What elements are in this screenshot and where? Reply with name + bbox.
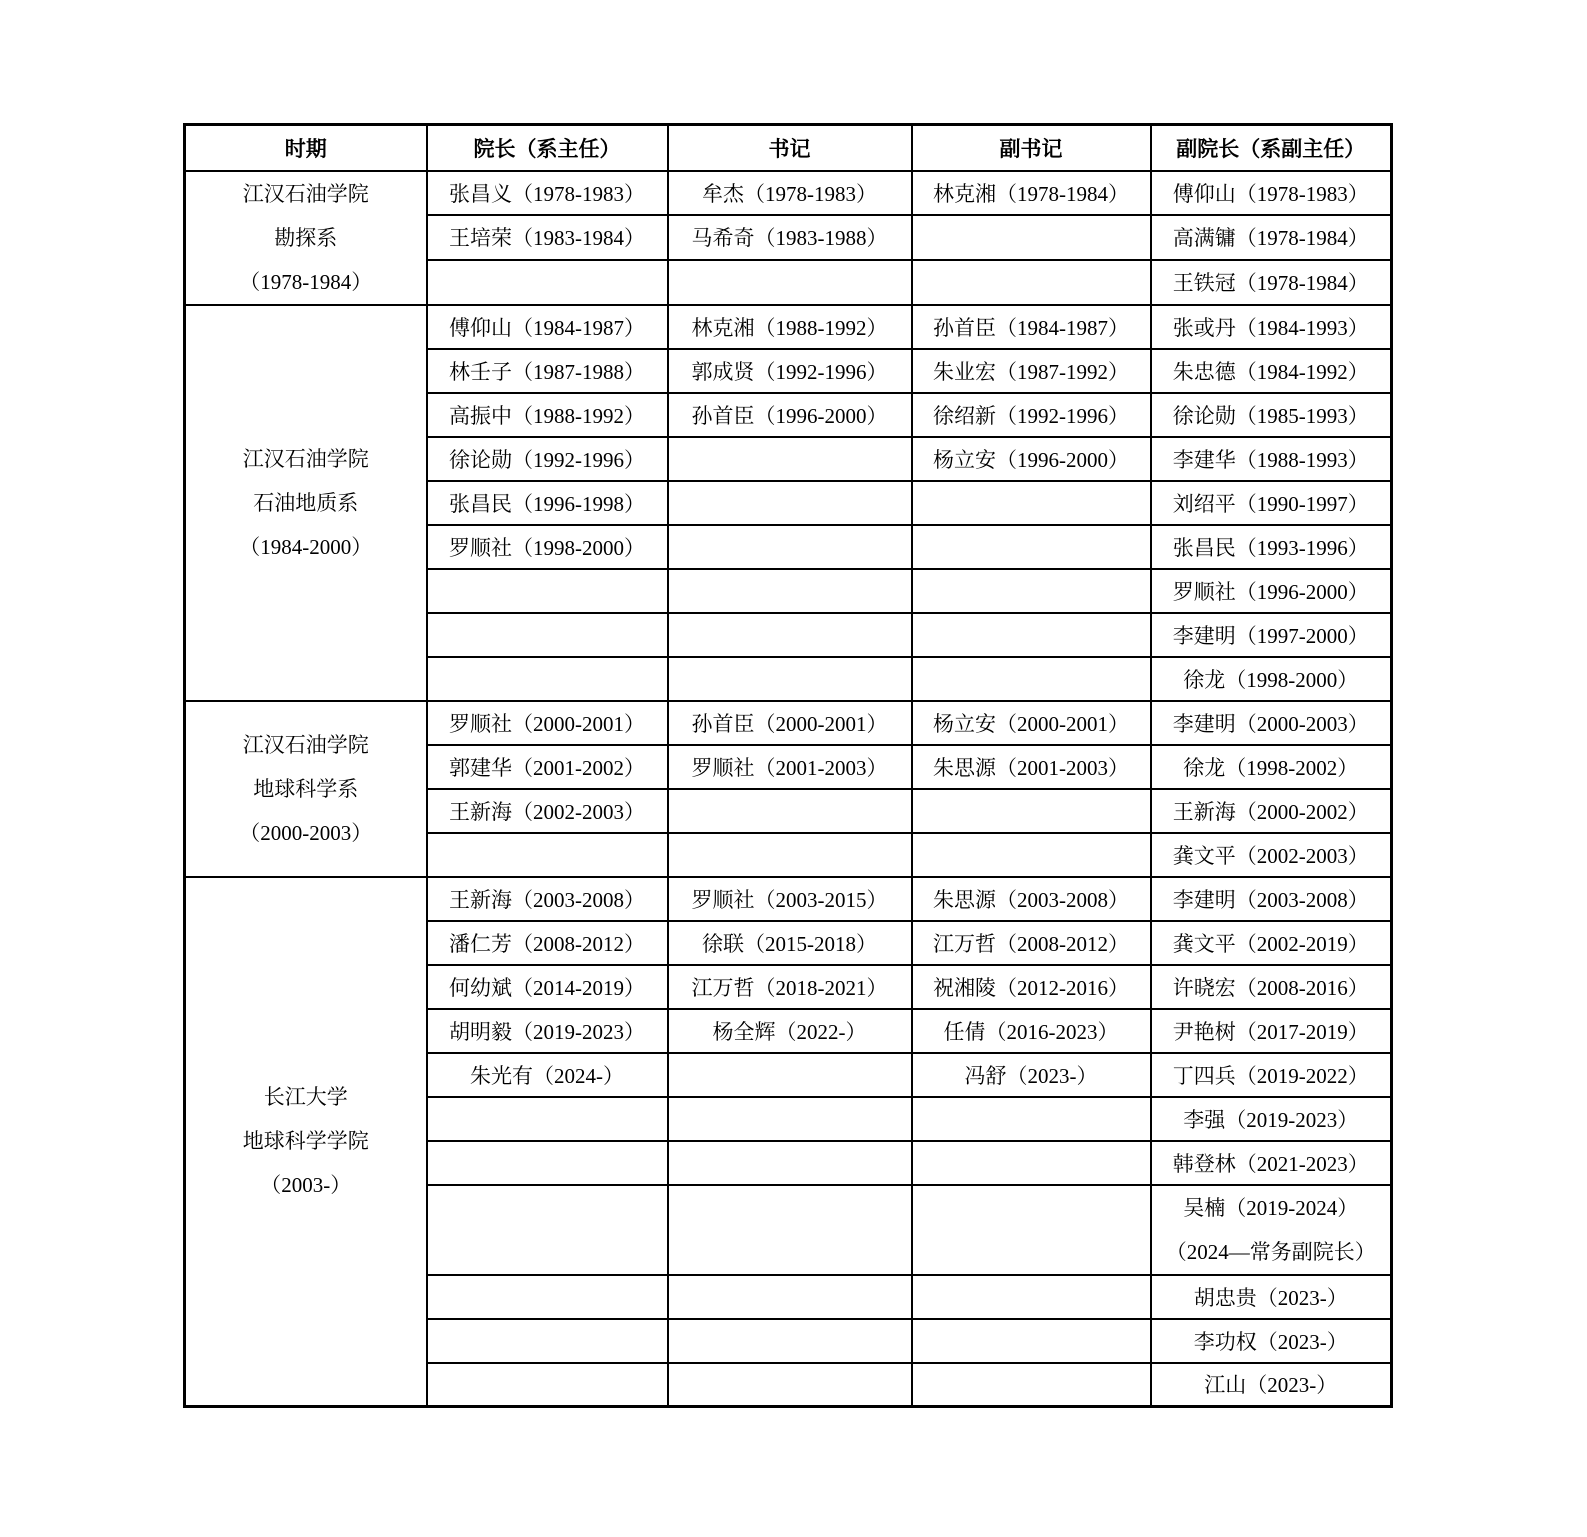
- table-cell-dean: [427, 1097, 668, 1141]
- col-header-vice-dean: 副院长（系副主任）: [1151, 125, 1392, 171]
- table-cell-vice-dean: 王铁冠（1978-1984）: [1151, 260, 1392, 305]
- table-cell-secretary: [668, 657, 912, 701]
- period-line: （1984-2000）: [239, 534, 373, 559]
- table-cell-vice-dean: 李建华（1988-1993）: [1151, 437, 1392, 481]
- table-cell-vice-dean: 罗顺社（1996-2000）: [1151, 569, 1392, 613]
- period-cell-group-3: [185, 701, 427, 877]
- table-cell-dean: 傅仰山（1984-1987）: [427, 305, 668, 349]
- table-cell-secretary: [668, 1185, 912, 1275]
- table-cell-secretary: [668, 1275, 912, 1319]
- table-cell-deputy-secretary: [912, 1319, 1151, 1363]
- table-row: [185, 305, 1392, 349]
- table-cell-deputy-secretary: 任倩（2016-2023）: [912, 1009, 1151, 1053]
- table-row: [185, 701, 1392, 745]
- table-cell-vice-dean: 傅仰山（1978-1983）: [1151, 171, 1392, 216]
- table-cell-deputy-secretary: [912, 657, 1151, 701]
- table-cell-secretary: [668, 1053, 912, 1097]
- table-cell-deputy-secretary: 徐绍新（1992-1996）: [912, 393, 1151, 437]
- table-cell-deputy-secretary: 杨立安（1996-2000）: [912, 437, 1151, 481]
- col-header-deputy-secretary: 副书记: [912, 125, 1151, 171]
- table-cell-secretary: [668, 1363, 912, 1407]
- table-cell-dean: 林壬子（1987-1988）: [427, 349, 668, 393]
- table-cell-dean: [427, 613, 668, 657]
- table-cell-deputy-secretary: 杨立安（2000-2001）: [912, 701, 1151, 745]
- table-cell-vice-dean: 李建明（2000-2003）: [1151, 701, 1392, 745]
- table-cell-vice-dean: 张或丹（1984-1993）: [1151, 305, 1392, 349]
- table-cell-dean: [427, 260, 668, 305]
- table-cell-dean: [427, 657, 668, 701]
- table-cell-dean: 朱光有（2024-）: [427, 1053, 668, 1097]
- table-cell-secretary: 马希奇（1983-1988）: [668, 215, 912, 260]
- table-header-row: [185, 125, 1392, 171]
- table-cell-secretary: [668, 613, 912, 657]
- table-cell-dean: 王新海（2003-2008）: [427, 877, 668, 921]
- table-cell-dean: 何幼斌（2014-2019）: [427, 965, 668, 1009]
- col-header-period: 时期: [185, 125, 427, 171]
- table-row: [185, 171, 1392, 216]
- table-cell-secretary: [668, 569, 912, 613]
- table-cell-secretary: 江万哲（2018-2021）: [668, 965, 912, 1009]
- cell-line: （2024—常务副院长）: [1165, 1239, 1376, 1264]
- table-cell-deputy-secretary: [912, 569, 1151, 613]
- period-line: 地球科学学院: [242, 1129, 369, 1154]
- col-header-secretary: 书记: [668, 125, 912, 171]
- period-line: （1978-1984）: [239, 269, 373, 294]
- period-cell-group-1: [185, 171, 427, 305]
- table-cell-vice-dean: [1151, 1185, 1392, 1275]
- table-cell-dean: [427, 1363, 668, 1407]
- period-line: 地球科学系: [253, 776, 359, 801]
- period-line: （2003-）: [260, 1173, 352, 1198]
- table-cell-vice-dean: 刘绍平（1990-1997）: [1151, 481, 1392, 525]
- period-cell-group-2: [185, 305, 427, 701]
- table-cell-vice-dean: 朱忠德（1984-1992）: [1151, 349, 1392, 393]
- table-cell-deputy-secretary: 孙首臣（1984-1987）: [912, 305, 1151, 349]
- period-cell-group-4: [185, 877, 427, 1407]
- table-cell-deputy-secretary: [912, 1363, 1151, 1407]
- table-cell-dean: 徐论勋（1992-1996）: [427, 437, 668, 481]
- table-cell-vice-dean: 张昌民（1993-1996）: [1151, 525, 1392, 569]
- table-cell-deputy-secretary: 朱思源（2003-2008）: [912, 877, 1151, 921]
- table-cell-vice-dean: 龚文平（2002-2019）: [1151, 921, 1392, 965]
- table-cell-vice-dean: 徐龙（1998-2000）: [1151, 657, 1392, 701]
- table-row: [185, 877, 1392, 921]
- table-cell-deputy-secretary: [912, 1141, 1151, 1185]
- cell-line: 吴楠（2019-2024）: [1183, 1195, 1359, 1220]
- table-cell-secretary: [668, 260, 912, 305]
- table-body: [185, 171, 1392, 1407]
- table-cell-vice-dean: 韩登林（2021-2023）: [1151, 1141, 1392, 1185]
- table-cell-dean: [427, 1141, 668, 1185]
- table-cell-vice-dean: 徐论勋（1985-1993）: [1151, 393, 1392, 437]
- table-cell-vice-dean: 王新海（2000-2002）: [1151, 789, 1392, 833]
- table-cell-secretary: [668, 437, 912, 481]
- table-cell-dean: 罗顺社（2000-2001）: [427, 701, 668, 745]
- table-cell-dean: [427, 569, 668, 613]
- table-cell-secretary: [668, 481, 912, 525]
- table-cell-deputy-secretary: [912, 525, 1151, 569]
- table-cell-secretary: 孙首臣（1996-2000）: [668, 393, 912, 437]
- table-cell-secretary: [668, 525, 912, 569]
- table-cell-secretary: [668, 1097, 912, 1141]
- table-cell-vice-dean: 丁四兵（2019-2022）: [1151, 1053, 1392, 1097]
- table-cell-deputy-secretary: [912, 789, 1151, 833]
- table-cell-vice-dean: 李功权（2023-）: [1151, 1319, 1392, 1363]
- table-cell-dean: 罗顺社（1998-2000）: [427, 525, 668, 569]
- table-cell-secretary: 徐联（2015-2018）: [668, 921, 912, 965]
- table-cell-vice-dean: 李建明（2003-2008）: [1151, 877, 1392, 921]
- table-cell-dean: [427, 1319, 668, 1363]
- table-cell-vice-dean: 胡忠贵（2023-）: [1151, 1275, 1392, 1319]
- table-cell-vice-dean: 李强（2019-2023）: [1151, 1097, 1392, 1141]
- table-cell-deputy-secretary: [912, 260, 1151, 305]
- table-cell-vice-dean: 许晓宏（2008-2016）: [1151, 965, 1392, 1009]
- table-cell-deputy-secretary: [912, 1275, 1151, 1319]
- col-header-dean: 院长（系主任）: [427, 125, 668, 171]
- table-cell-secretary: 杨全辉（2022-）: [668, 1009, 912, 1053]
- period-line: （2000-2003）: [239, 820, 373, 845]
- leadership-history-table: [183, 123, 1393, 1408]
- table-cell-secretary: 郭成贤（1992-1996）: [668, 349, 912, 393]
- period-line: 长江大学: [263, 1085, 348, 1110]
- table-cell-dean: 郭建华（2001-2002）: [427, 745, 668, 789]
- table-cell-deputy-secretary: 江万哲（2008-2012）: [912, 921, 1151, 965]
- table-cell-secretary: [668, 833, 912, 877]
- table-cell-vice-dean: 李建明（1997-2000）: [1151, 613, 1392, 657]
- table-cell-vice-dean: 徐龙（1998-2002）: [1151, 745, 1392, 789]
- table-cell-secretary: [668, 789, 912, 833]
- table-cell-deputy-secretary: 朱业宏（1987-1992）: [912, 349, 1151, 393]
- table-cell-secretary: [668, 1141, 912, 1185]
- table-cell-vice-dean: 尹艳树（2017-2019）: [1151, 1009, 1392, 1053]
- table-cell-secretary: 牟杰（1978-1983）: [668, 171, 912, 216]
- table-cell-deputy-secretary: [912, 481, 1151, 525]
- table-cell-dean: [427, 1185, 668, 1275]
- period-line: 石油地质系: [253, 490, 359, 515]
- table-cell-dean: 张昌民（1996-1998）: [427, 481, 668, 525]
- period-line: 江汉石油学院: [242, 181, 369, 206]
- table-cell-vice-dean: 龚文平（2002-2003）: [1151, 833, 1392, 877]
- period-line: 江汉石油学院: [242, 732, 369, 757]
- table-cell-dean: 张昌义（1978-1983）: [427, 171, 668, 216]
- table-cell-deputy-secretary: [912, 833, 1151, 877]
- table-cell-deputy-secretary: 朱思源（2001-2003）: [912, 745, 1151, 789]
- table-cell-dean: 潘仁芳（2008-2012）: [427, 921, 668, 965]
- table-cell-deputy-secretary: 祝湘陵（2012-2016）: [912, 965, 1151, 1009]
- table-cell-secretary: 林克湘（1988-1992）: [668, 305, 912, 349]
- table-cell-dean: 王培荣（1983-1984）: [427, 215, 668, 260]
- period-line: 勘探系: [274, 225, 338, 250]
- table-cell-dean: 高振中（1988-1992）: [427, 393, 668, 437]
- table-cell-deputy-secretary: [912, 1185, 1151, 1275]
- table-cell-secretary: 孙首臣（2000-2001）: [668, 701, 912, 745]
- table-cell-deputy-secretary: 冯舒（2023-）: [912, 1053, 1151, 1097]
- table-cell-dean: 胡明毅（2019-2023）: [427, 1009, 668, 1053]
- table-cell-dean: 王新海（2002-2003）: [427, 789, 668, 833]
- table-cell-vice-dean: 江山（2023-）: [1151, 1363, 1392, 1407]
- table-cell-dean: [427, 833, 668, 877]
- table-cell-deputy-secretary: [912, 613, 1151, 657]
- table-cell-vice-dean: 高满镛（1978-1984）: [1151, 215, 1392, 260]
- table-cell-dean: [427, 1275, 668, 1319]
- table-cell-secretary: [668, 1319, 912, 1363]
- table-cell-deputy-secretary: [912, 215, 1151, 260]
- table-cell-deputy-secretary: 林克湘（1978-1984）: [912, 171, 1151, 216]
- period-line: 江汉石油学院: [242, 446, 369, 471]
- table-cell-secretary: 罗顺社（2003-2015）: [668, 877, 912, 921]
- table-cell-deputy-secretary: [912, 1097, 1151, 1141]
- table-cell-secretary: 罗顺社（2001-2003）: [668, 745, 912, 789]
